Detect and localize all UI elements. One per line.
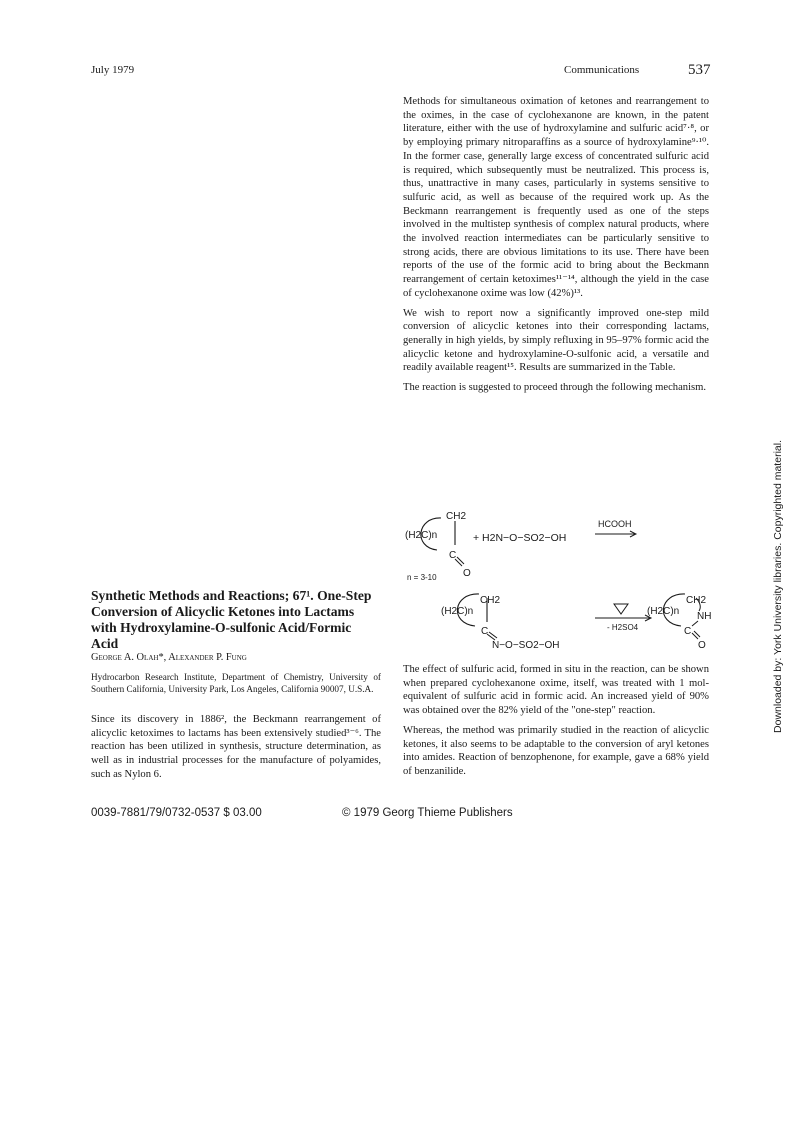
paragraph-aryl-ketones: Whereas, the method was primarily studied in the reaction of alicyclic ketones, it also seems to be adaptable to the conversion of aryl ketones into amides. Reaction of benzophenone, for example, gave a 68% yield of benzanilide. <box>403 724 709 777</box>
article-affiliation: Hydrocarbon Research Institute, Department of Chemistry, University of Southern California, University Park, Los Angeles, California 90007, U.S.A. <box>91 672 381 695</box>
lactam-oxygen: O <box>698 640 706 651</box>
paragraph-mechanism-intro: The reaction is suggested to proceed through the following mechanism. <box>403 382 707 394</box>
heat-symbol <box>614 604 628 614</box>
ketone-oxygen: O <box>463 568 471 579</box>
copyright-line: © 1979 Georg Thieme Publishers <box>342 807 513 819</box>
right-column-lower <box>403 663 709 785</box>
ketone-ring: (H2C)n <box>405 530 438 541</box>
oxime-ch2: CH2 <box>480 595 501 606</box>
lactam-structure <box>647 594 711 651</box>
reaction-scheme <box>395 505 725 655</box>
oxime-carbon: C <box>481 626 489 637</box>
oxime-n-o-so2-oh: N−O−SO2−OH <box>492 640 560 651</box>
running-date: July 1979 <box>91 64 135 76</box>
download-notice: Downloaded by: York University libraries. Copyrighted material. <box>772 440 784 733</box>
paragraph-our-method: We wish to report now a significantly improved one-step mild conversion of alicyclic ketones into their corresponding lactams, generally in high yields, by simply refluxing in 95–97% formic acid the alicyclic ketone and hydroxylamine-O-sulfonic acid, a versatile and readily available reagent¹⁵. Results are summarized in the Table. <box>403 307 709 374</box>
page-number: 537 <box>688 62 711 78</box>
ketone-carbon: C <box>449 550 457 561</box>
paragraph-sulfuric-effect: The effect of sulfuric acid, formed in situ in the reaction, can be shown when prepared cyclohexanone oxime, itself, was treated with 1 mol-equivalent of sulfuric acid in formic acid. An increased yield of 90% was obtained over the 82% yield of the "one-step" reaction. <box>403 664 709 717</box>
lactam-ring: (H2C)n <box>647 606 680 617</box>
reagent-hydroxylamine-sulfonic: + H2N−O−SO2−OH <box>473 532 567 544</box>
oxime-sulfonate-structure <box>441 594 560 651</box>
lactam-nh: NH <box>697 611 712 622</box>
paragraph-introduction: Since its discovery in 1886², the Beckmann rearrangement of alicyclic ketoximes to lactams has been extensively studied³⁻⁶. The reaction has been utilized in synthesis, structure determination, as well as in industrial processes for the manufacture of polyamides, such as Nylon 6. <box>91 714 381 780</box>
right-column-upper <box>403 95 709 401</box>
article-title: Synthetic Methods and Reactions; 67¹. One-Step Conversion of Alicyclic Ketones into Lactams with Hydroxylamine-O-sulfonic Acid/Formic Acid <box>91 588 372 651</box>
reagent-hcooh: HCOOH <box>598 519 632 529</box>
ketone-ch2: CH2 <box>446 511 467 522</box>
lactam-carbon: C <box>684 626 692 637</box>
lactam-ch2: CH2 <box>686 595 707 606</box>
running-section: Communications <box>564 64 640 76</box>
ketone-structure <box>405 511 471 579</box>
oxime-ring: (H2C)n <box>441 606 474 617</box>
article-authors: George A. Olah*, Alexander P. Fung <box>91 652 247 663</box>
n-range-label: n = 3-10 <box>407 573 437 582</box>
article-code: 0039-7881/79/0732-0537 $ 03.00 <box>91 807 262 819</box>
minus-h2so4: - H2SO4 <box>607 623 639 632</box>
paragraph-prior-methods: Methods for simultaneous oximation of ketones and rearrangement to the oximes, in the case of cyclohexanone are known, in the patent literature, either with the use of hydroxylamine and sulfuric acid⁷·⁸, or by employing primary nitroparaffins as a source of hydroxylamine⁹·¹⁰. In the former case, generally large excess of concentrated sulfuric acid is required, which subsequently must be neutralized. This process is, thus, unattractive in many cases, particularly in systems sensitive to sulfuric acid, as well as because of the required work up. As the Beckmann rearrangement is frequently used as one of the steps involved in the multistep synthesis of complex natural products, where the involved reaction intermediates can be particularly sensitive to strong acids, there are obvious limitations to its use. There have been reports of the use of the formic acid to bring about the Beckmann rearrangement of certain ketoximes¹¹⁻¹⁴, although the yield in the case of cyclohexanone oxime was low (42%)¹³. <box>403 96 709 299</box>
